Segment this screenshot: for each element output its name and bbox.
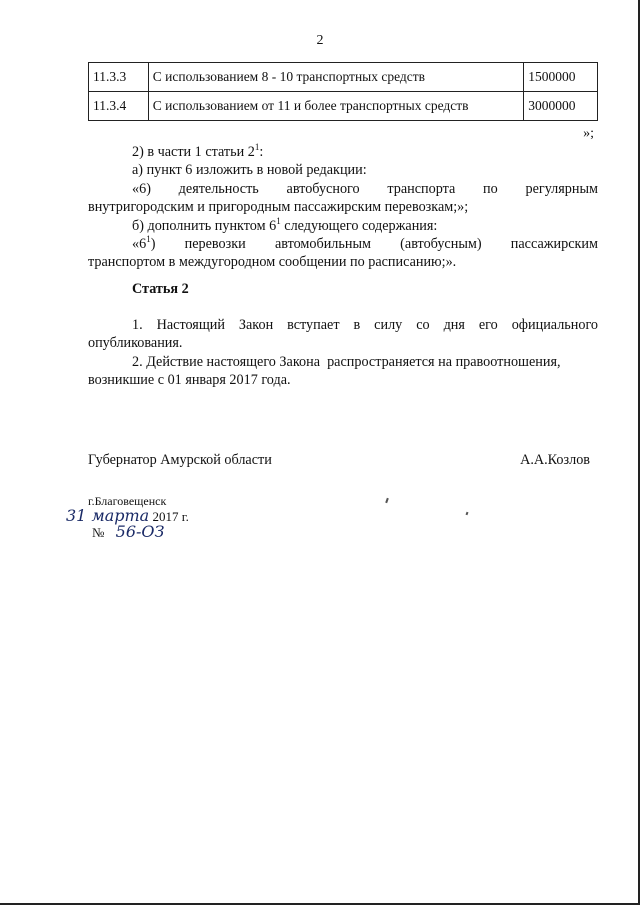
date-year: 2017 г. [152,509,189,524]
point-6-line-1: «6) деятельность автобусного транспорта по регулярным [132,180,598,197]
number-label: № [92,525,105,540]
article-2-p2-line-2: возникшие с 01 января 2017 года. [88,372,291,389]
governor-title: Губернатор Амурской области [88,452,272,468]
table-row [89,63,598,92]
row-code: 11.3.4 [89,92,149,121]
law-number [92,522,165,541]
scan-speck [466,512,469,516]
row-name: С использованием 8 - 10 транспортных средств [148,63,523,92]
row-value: 1500000 [524,63,598,92]
article-2-p2-line-1: 2. Действие настоящего Закона распространяется на правоотношения, [132,353,561,370]
row-value: 3000000 [524,92,598,121]
handwritten-number: 56-ОЗ [115,522,165,541]
table-row [89,92,598,121]
amendment-text [88,143,598,272]
row-name: С использованием от 11 и более транспортных средств [148,92,523,121]
article-2-p1-line-1: 1. Настоящий Закон вступает в силу со дня его официального [132,317,598,333]
quote-close: »; [583,126,594,141]
amend-item-b: б) дополнить пунктом $6^1$ следующего содержания: [132,215,438,234]
point-6-line-2: внутригородским и пригородным пассажирским перевозкам;»; [88,199,469,216]
scan-speck [385,498,389,503]
point-6-1-line-1: «$6^1$) перевозки автомобильным (автобусным) пассажирским [132,234,598,253]
article-2-text [88,316,598,390]
row-code: 11.3.3 [89,63,149,92]
amend-item-a: а) пункт 6 изложить в новой редакции: [132,162,367,179]
rates-table [88,62,598,121]
governor-name: А.А.Козлов [520,452,590,468]
handwritten-date: 31 марта [66,506,150,525]
article-2-title: Статья 2 [132,281,189,297]
signature-row [88,452,598,469]
amend-line-1: 2) в части 1 статьи $2^1$: [132,142,264,160]
page-number: 2 [316,33,324,48]
article-2-p1-line-2: опубликования. [88,335,183,352]
place-of-signing: г.Благовещенск [88,494,167,508]
point-6-1-line-2: транспортом в междугородном сообщении по расписанию;». [88,254,457,271]
